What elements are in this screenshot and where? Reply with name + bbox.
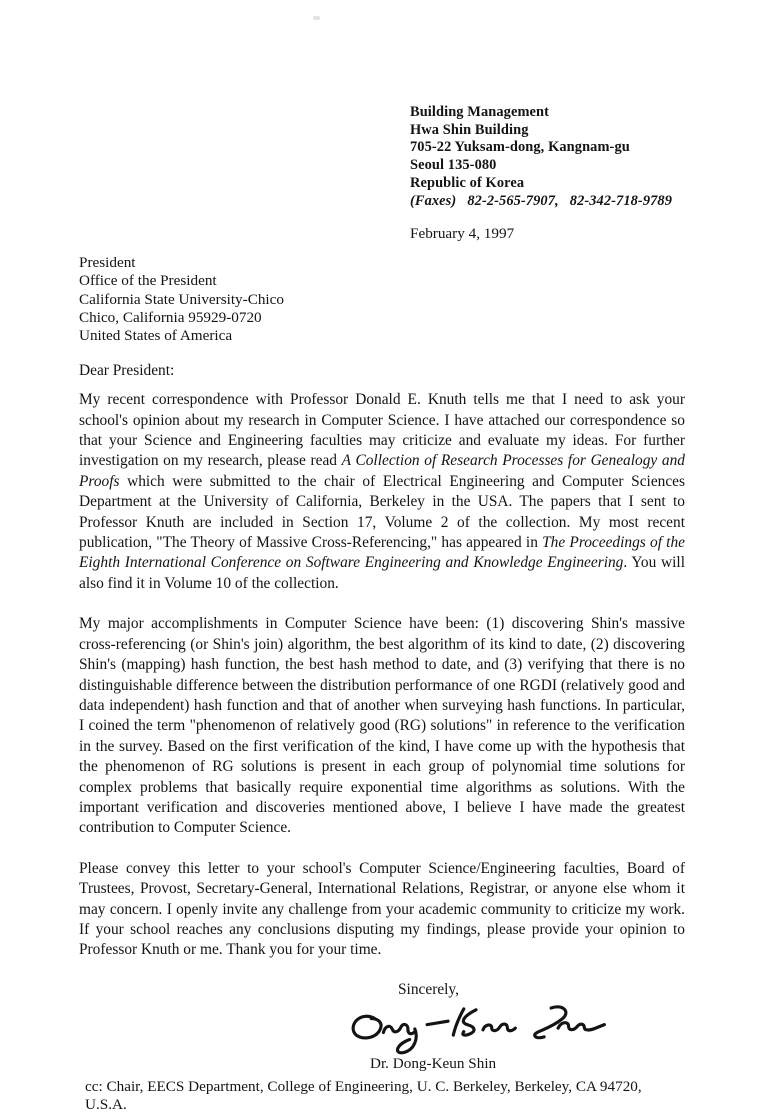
sender-address (410, 104, 685, 210)
letter-body (79, 390, 685, 961)
salutation: Dear President: (79, 362, 175, 380)
letter-date: February 4, 1997 (410, 225, 515, 243)
body-text-run: . You will also find it in Volume 10 of the collection. (79, 554, 685, 592)
closing-block (79, 981, 685, 1073)
address-line: Seoul 135-080 (410, 157, 497, 174)
signature-name: Dr. Dong-Keun Shin (370, 1054, 497, 1072)
address-line: Building Management (410, 104, 550, 120)
paragraph-3 (79, 859, 685, 961)
address-line: President (79, 254, 136, 272)
paragraph-2 (79, 614, 685, 838)
scan-speck (313, 16, 320, 20)
cc-line: cc: Chair, EECS Department, College of Engineering, U. C. Berkeley, Berkeley, CA 94720, U.S.A. (85, 1077, 642, 1113)
signature-image (345, 1001, 685, 1057)
address-line: Office of the President (79, 272, 217, 290)
address-line: Chico, California 95929-0720 (79, 308, 262, 326)
italic-title-text: A Collection of Research Processes for Genealogy and Proofs (79, 452, 685, 490)
body-text-run: My recent correspondence with Professor Donald E. Knuth tells me that I need to ask your school's opinion about my research in Computer Science. I have attached our correspondence so that your Science and Engineering faculties may criticize and evaluate my ideas. For further investigation on my research, please read (79, 391, 685, 470)
italic-title-text: The Proceedings of the Eighth International Conference on Software Engineering and Knowledge Engineering (79, 534, 685, 572)
address-line: Hwa Shin Building (410, 121, 529, 138)
recipient-address (79, 254, 685, 345)
body-text-run: My major accomplishments in Computer Science have been: (1) discovering Shin's massive cross-referencing (or Shin's join) algorithm, the best algorithm of its kind to date, (2) discovering Shin's (mapping) hash function, the best hash method to date, and (3) verifying that there is no distinguishable difference between the distribution performance of one RGDI (relatively good and data independent) hash function and that of another when surveying hash functions. In particular, I coined the term "phenomenon of relatively good (RG) solutions" in reference to the verification in the survey. Based on the first verification of the kind, I have come up with the hypothesis that the phenomenon of RG solutions is present in each group of polynomial time solutions for complex problems that basically require exponential time algorithms as solutions. With the important verification and discoveries mentioned above, I believe I have made the greatest contribution to Computer Science. (79, 615, 685, 837)
address-line: California State University-Chico (79, 290, 284, 308)
address-line: United States of America (79, 327, 233, 345)
body-text-run: which were submitted to the chair of Electrical Engineering and Computer Sciences Department at the University of California, Berkeley in the USA. The papers that I sent to Professor Knuth are included in Section 17, Volume 2 of the collection. My most recent publication, "The Theory of Massive Cross-Referencing," has appeared in (79, 472, 685, 552)
paragraph-1 (79, 390, 685, 594)
sender-address-lines (410, 104, 685, 193)
body-text-run: Please convey this letter to your school's Computer Science/Engineering faculties, Board of Trustees, Provost, Secretary-General, International Relations, Registrar, or anyone else whom it may concern. I openly invite any challenge from your academic community to criticize my work. If your school reaches any conclusions disputing my findings, please provide your opinion to Professor Knuth or me. Thank you for your time. (79, 859, 685, 959)
address-line: 705-22 Yuksam-dong, Kangnam-gu (410, 139, 630, 156)
sender-fax-line: (Faxes) 82-2-565-7907, 82-342-718-9789 (410, 192, 672, 209)
address-line: Republic of Korea (410, 174, 525, 191)
closing-word: Sincerely, (398, 980, 459, 998)
